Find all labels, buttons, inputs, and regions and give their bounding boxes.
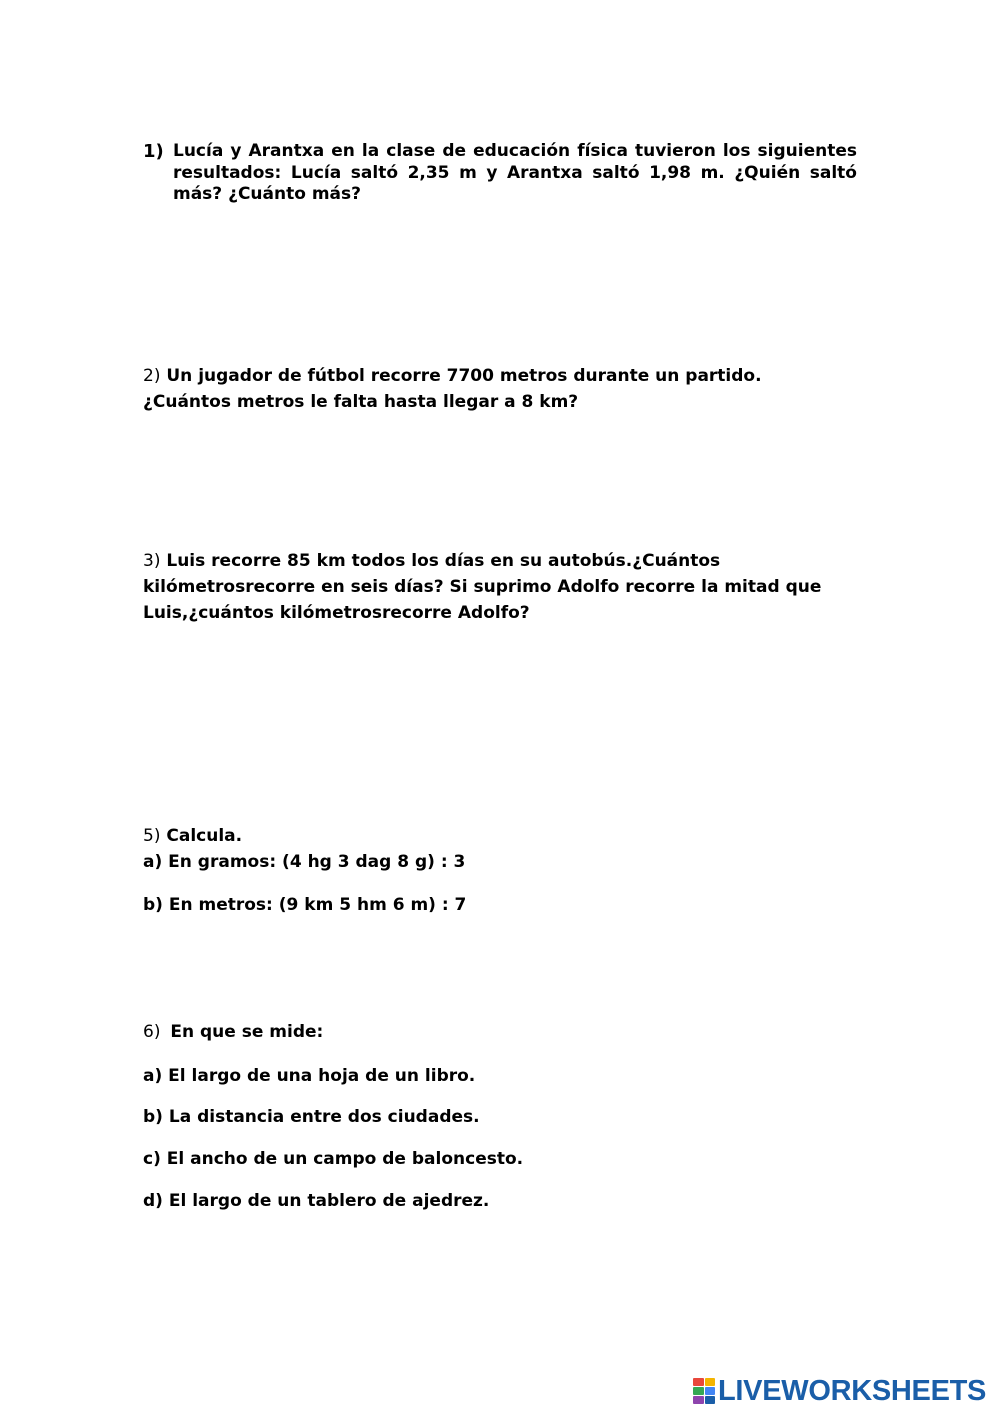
question-3-number: 3)	[143, 551, 161, 571]
question-6-title: En que se mide:	[170, 1022, 324, 1042]
question-1-text: Lucía y Arantxa en la clase de educación física tuvieron los siguientes resultados: Lucía saltó 2,35 m y Arantxa saltó 1,98 m. ¿Quién saltó más? ¿Cuánto más?	[173, 141, 857, 204]
question-5-heading	[143, 826, 242, 846]
question-3-text: Luis recorre 85 km todos los días en su autobús.¿Cuántos kilómetrosrecorre en seis días? Si suprimo Adolfo recorre la mitad que Luis,¿cuántos kilómetrosrecorre Adolfo?	[143, 551, 822, 623]
question-5-item-a: a) En gramos: (4 hg 3 dag 8 g) : 3	[143, 852, 466, 872]
liveworksheets-logo-text: LIVEWORKSHEETS	[718, 1374, 987, 1407]
question-6-number: 6)	[143, 1022, 161, 1042]
question-6-item-d: d) El largo de un tablero de ajedrez.	[143, 1191, 490, 1211]
question-1	[143, 141, 857, 206]
question-1-number: 1)	[143, 141, 164, 162]
question-6-heading	[143, 1022, 323, 1042]
question-2-text: Un jugador de fútbol recorre 7700 metros durante un partido. ¿Cuántos metros le falta hasta llegar a 8 km?	[143, 366, 762, 412]
question-6-item-a: a) El largo de una hoja de un libro.	[143, 1066, 476, 1086]
question-2	[143, 363, 833, 415]
question-6-item-b: b) La distancia entre dos ciudades.	[143, 1107, 480, 1127]
question-2-number: 2)	[143, 366, 161, 386]
question-5-title: Calcula.	[166, 826, 243, 846]
liveworksheets-logo	[693, 1374, 986, 1408]
question-6-item-c: c) El ancho de un campo de baloncesto.	[143, 1149, 524, 1169]
question-5-item-b: b) En metros: (9 km 5 hm 6 m) : 7	[143, 895, 467, 915]
question-5-number: 5)	[143, 826, 161, 846]
question-3	[143, 548, 863, 626]
liveworksheets-logo-icon	[693, 1378, 715, 1404]
